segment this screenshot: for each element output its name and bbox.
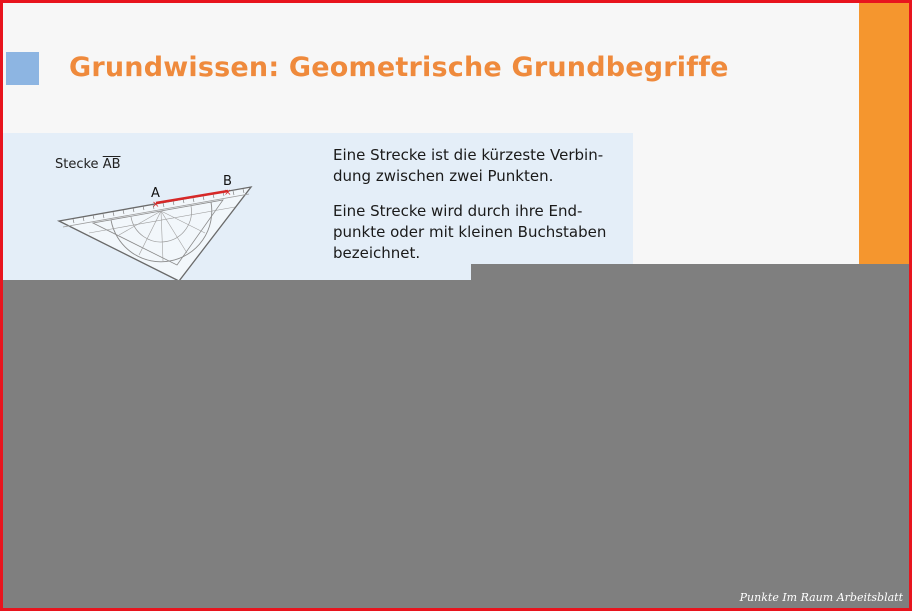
watermark-text: Punkte Im Raum Arbeitsblatt (739, 591, 903, 604)
gray-overlay-notch (471, 264, 909, 280)
blue-square-marker (6, 52, 39, 85)
point-b-label: B (223, 174, 232, 189)
figure-label-prefix: Stecke (55, 157, 103, 172)
page-title: Grundwissen: Geometrische Grundbegriffe (69, 52, 729, 83)
gray-overlay (3, 280, 909, 608)
orange-side-bar (859, 3, 909, 265)
content-panel (3, 133, 633, 280)
set-square-illustration (53, 173, 268, 283)
point-a-label: A (151, 186, 160, 201)
paragraph-1: Eine Strecke ist die kürzeste Verbin-dung zwischen zwei Punkten. (333, 146, 604, 185)
paragraph-2: Eine Strecke wird durch ihre End-punkte oder mit kleinen Buchstaben bezeichnet. (333, 202, 607, 262)
figure-label (55, 157, 121, 172)
cross-a: × (152, 200, 160, 210)
cross-b: × (224, 188, 232, 198)
segment-name: $\overline{AB}$ (102, 157, 121, 172)
